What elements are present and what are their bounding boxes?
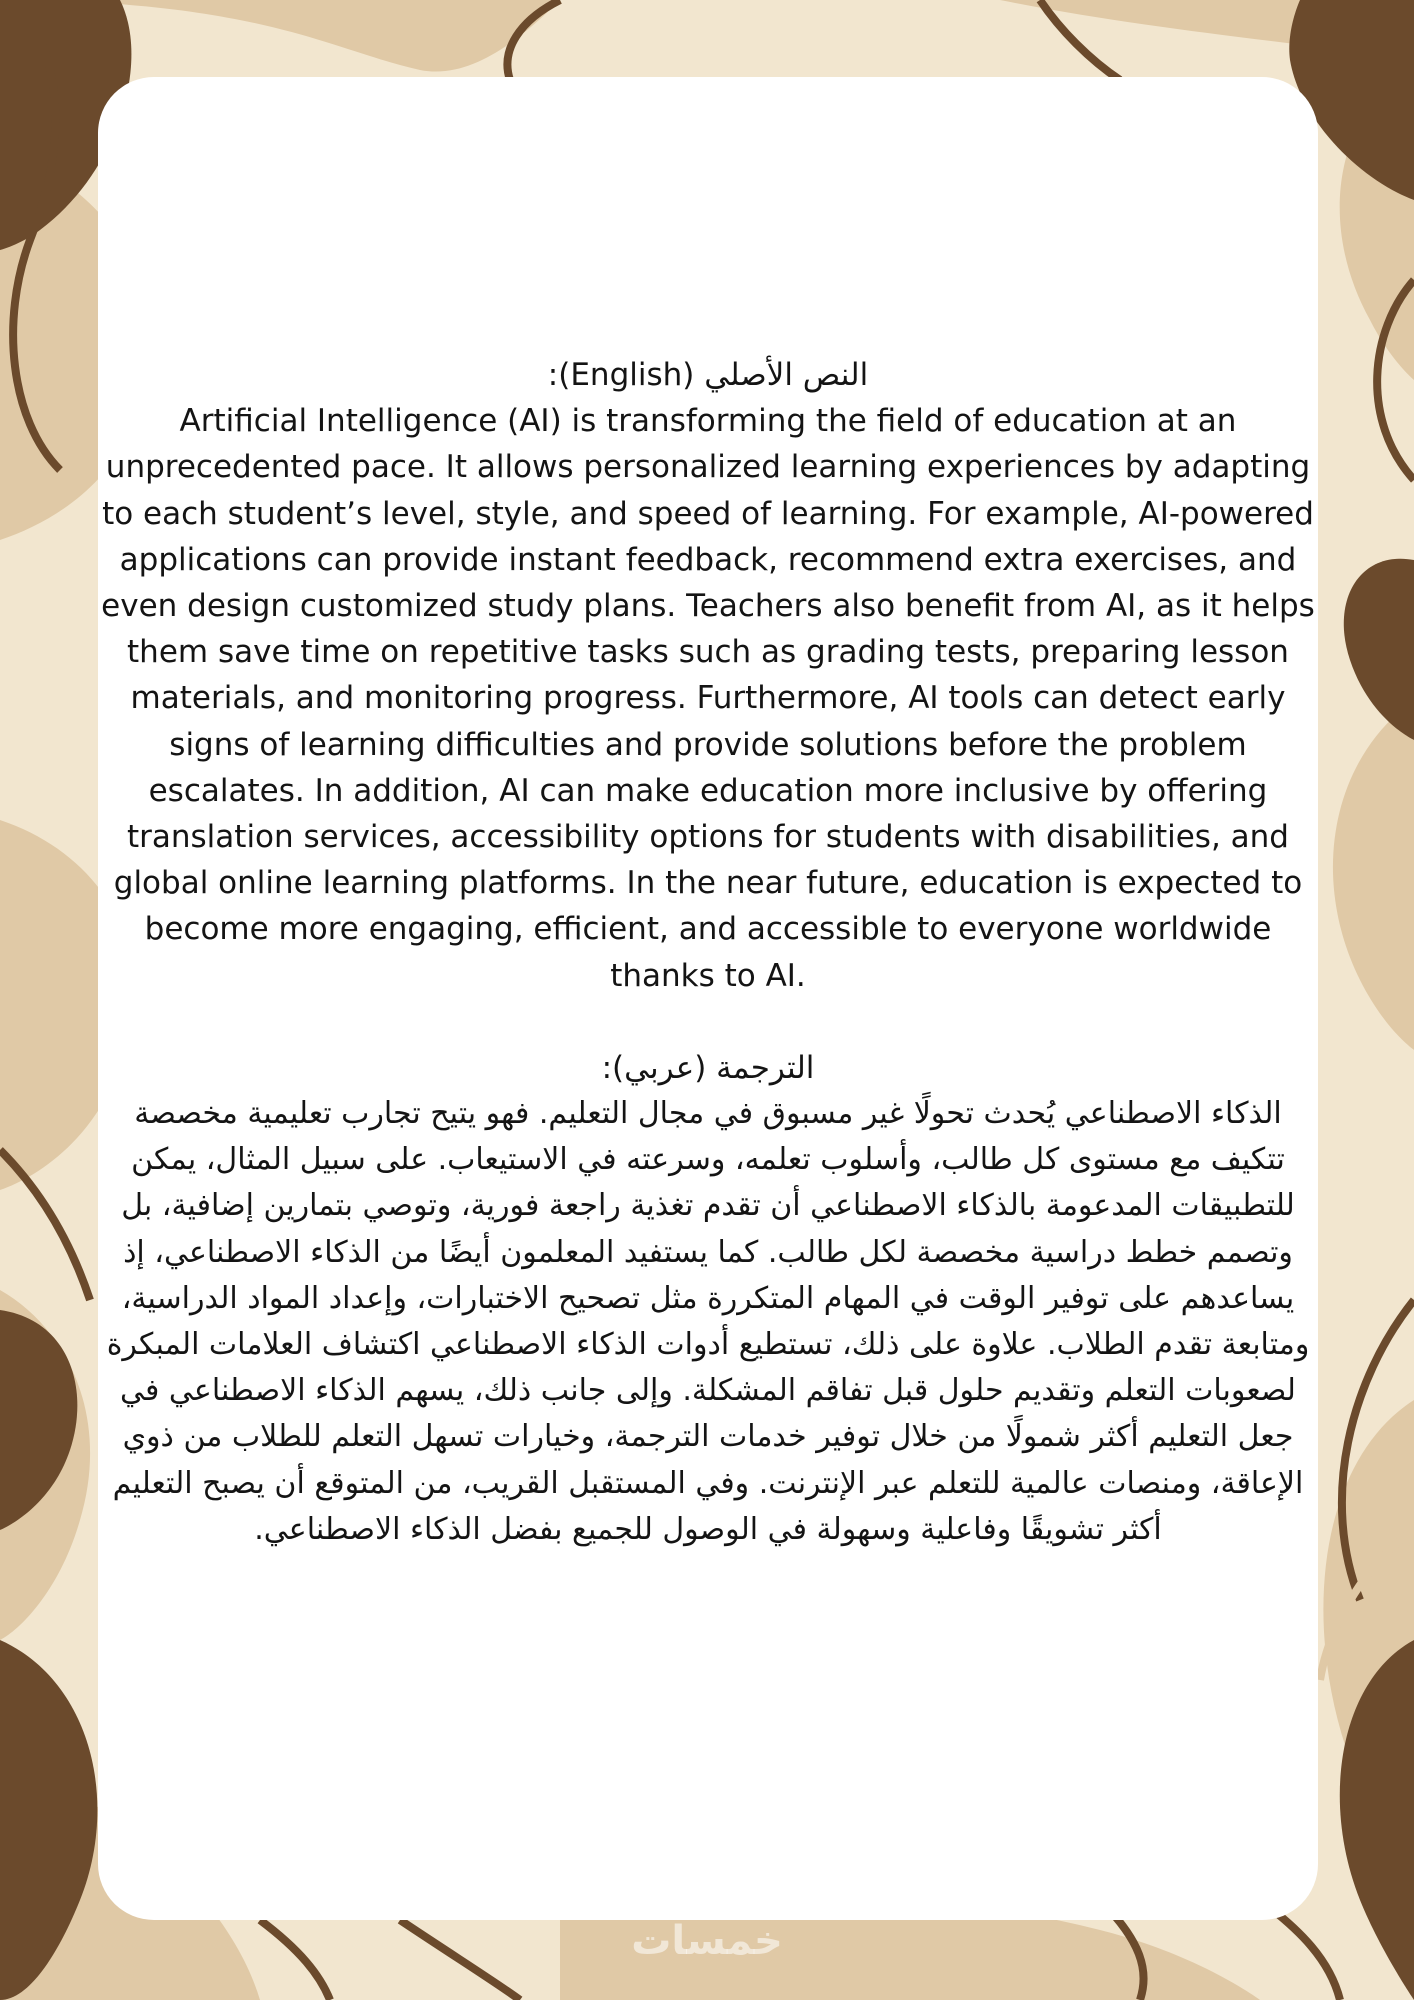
arabic-section-heading: الترجمة (عربي):: [601, 1049, 815, 1086]
document-body: [100, 352, 1316, 1553]
english-section-heading: النص الأصلي (English):: [547, 357, 869, 393]
watermark-logo: خمسات: [631, 1918, 783, 1964]
arabic-paragraph: الذكاء الاصطناعي يُحدث تحولًا غير مسبوق في مجال التعليم. فهو يتيح تجارب تعليمية مخصصة تتكيف مع مستوى كل طالب، وأسلوب تعلمه، وسرعته في الاستيعاب. على سبيل المثال، يمكن للتطبيقات المدعومة بالذكاء الاصطناعي أن تقدم تغذية راجعة فورية، وتوصي بتمارين إضافية، بل وتصمم خطط دراسية مخصصة لكل طالب. كما يستفيد المعلمون أيضًا من الذكاء الاصطناعي، إذ يساعدهم على توفير الوقت في المهام المتكررة مثل تصحيح الاختبارات، وإعداد المواد الدراسية، ومتابعة تقدم الطلاب. علاوة على ذلك، تستطيع أدوات الذكاء الاصطناعي اكتشاف العلامات المبكرة لصعوبات التعلم وتقديم حلول قبل تفاقم المشكلة. وإلى جانب ذلك، يسهم الذكاء الاصطناعي في جعل التعليم أكثر شمولًا من خلال توفير خدمات الترجمة، وخيارات تسهل التعلم للطلاب من ذوي الإعاقة، ومنصات عالمية للتعلم عبر الإنترنت. وفي المستقبل القريب، من المتوقع أن يصبح التعليم أكثر تشويقًا وفاعلية وسهولة في الوصول للجميع بفضل الذكاء الاصطناعي.: [106, 1096, 1310, 1547]
english-paragraph: Artificial Intelligence (AI) is transforming the field of education at an unprecedented pace. It allows personalized learning experiences by adapting to each student’s level, style, and speed of learning. For example, AI-powered applications can provide instant feedback, recommend extra exercises, and even design customized study plans. Teachers also benefit from AI, as it helps them save time on repetitive tasks such as grading tests, preparing lesson materials, and monitoring progress. Furthermore, AI tools can detect early signs of learning difficulties and provide solutions before the problem escalates. In addition, AI can make education more inclusive by offering translation services, accessibility options for students with disabilities, and global online learning platforms. In the near future, education is expected to become more engaging, efficient, and accessible to everyone worldwide thanks to AI.: [101, 403, 1315, 994]
